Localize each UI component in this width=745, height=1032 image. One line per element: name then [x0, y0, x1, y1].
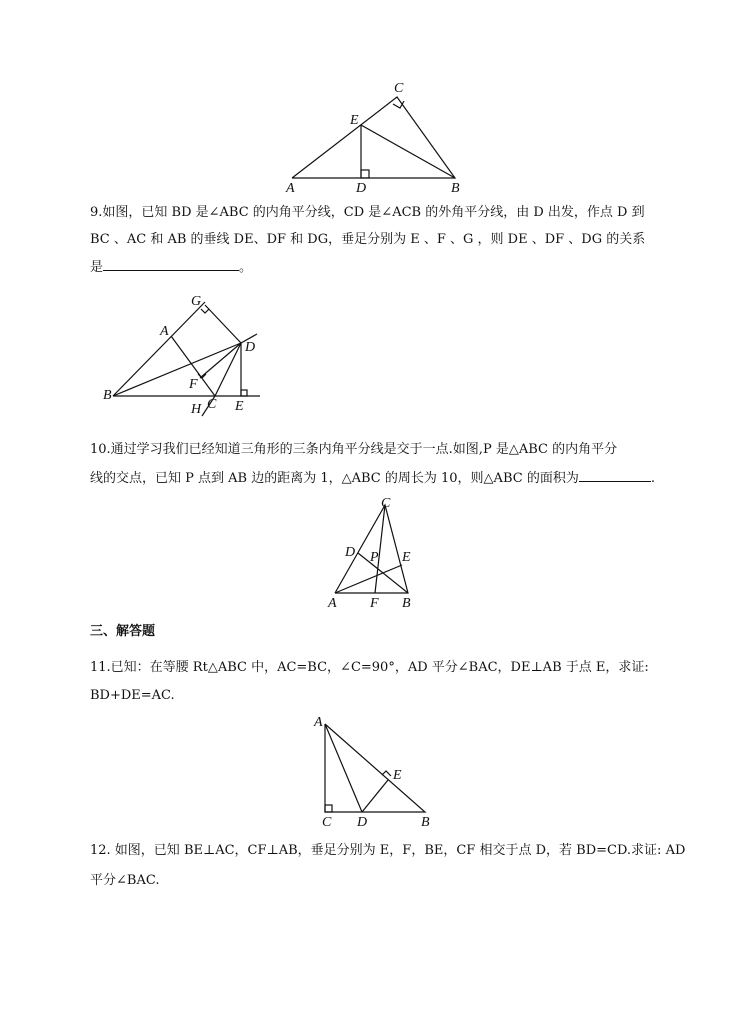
label-A: A	[286, 181, 295, 196]
label-C: C	[381, 496, 391, 511]
label-F: F	[370, 596, 379, 611]
figure-right-triangle-1	[280, 80, 480, 195]
q10-line-1: 10.通过学习我们已经知道三角形的三条内角平分线是交于一点.如图,P 是△ABC 的内角平分	[90, 442, 618, 457]
label-C: C	[207, 397, 217, 412]
label-D: D	[345, 545, 356, 560]
section-heading: 三、解答题	[90, 624, 156, 639]
label-E: E	[235, 399, 244, 414]
label-D: D	[357, 815, 368, 830]
figure-isosceles-right-triangle	[310, 712, 440, 830]
label-G: G	[191, 294, 202, 309]
answer-blank[interactable]	[579, 467, 651, 482]
q10-line-2-suffix: .	[650, 471, 655, 486]
label-P: P	[370, 550, 379, 565]
label-H: H	[191, 402, 202, 417]
figure-angle-bisectors	[95, 288, 275, 423]
q9-line-1: 9.如图，已知 BD 是∠ABC 的内角平分线，CD 是∠ACB 的外角平分线，由 D 出发，作点 D 到	[90, 205, 645, 220]
q10-line-2	[90, 467, 655, 489]
figure-incenter-triangle	[320, 495, 420, 613]
q11-line-1: 11.已知：在等腰 Rt△ABC 中，AC=BC，∠C=90°，AD 平分∠BAC，DE⊥AB 于点 E，求证:	[90, 660, 649, 675]
label-D: D	[356, 181, 367, 196]
q9-line-2: BC 、AC 和 AB 的垂线 DE、DF 和 DG，垂足分别为 E 、F 、G ，则 DE 、DF 、DG 的关系	[90, 232, 646, 247]
label-A: A	[328, 596, 337, 611]
label-C: C	[322, 815, 332, 830]
label-F: F	[189, 377, 198, 392]
label-E: E	[402, 550, 411, 565]
label-A: A	[314, 715, 323, 730]
q11-line-2: BD+DE=AC.	[90, 688, 175, 703]
label-B: B	[421, 815, 430, 830]
q9-line-3	[90, 256, 252, 278]
label-E: E	[350, 113, 359, 128]
label-B: B	[451, 181, 460, 196]
label-C: C	[394, 81, 404, 96]
q9-line-3-prefix: 是	[90, 260, 104, 275]
q12-line-2: 平分∠BAC.	[90, 873, 160, 888]
answer-blank[interactable]	[103, 256, 239, 271]
label-A: A	[160, 324, 169, 339]
q12-line-1: 12. 如图，已知 BE⊥AC，CF⊥AB，垂足分别为 E，F，BE，CF 相交于点 D，若 BD=CD.求证: AD	[90, 843, 686, 858]
label-B: B	[402, 596, 411, 611]
label-E: E	[393, 768, 402, 783]
q9-line-3-suffix: 。	[239, 260, 253, 275]
label-B: B	[103, 388, 112, 403]
label-D: D	[245, 340, 256, 355]
q10-line-2-prefix: 线的交点，已知 P 点到 AB 边的距离为 1，△ABC 的周长为 10，则△ABC 的面积为	[90, 471, 579, 486]
